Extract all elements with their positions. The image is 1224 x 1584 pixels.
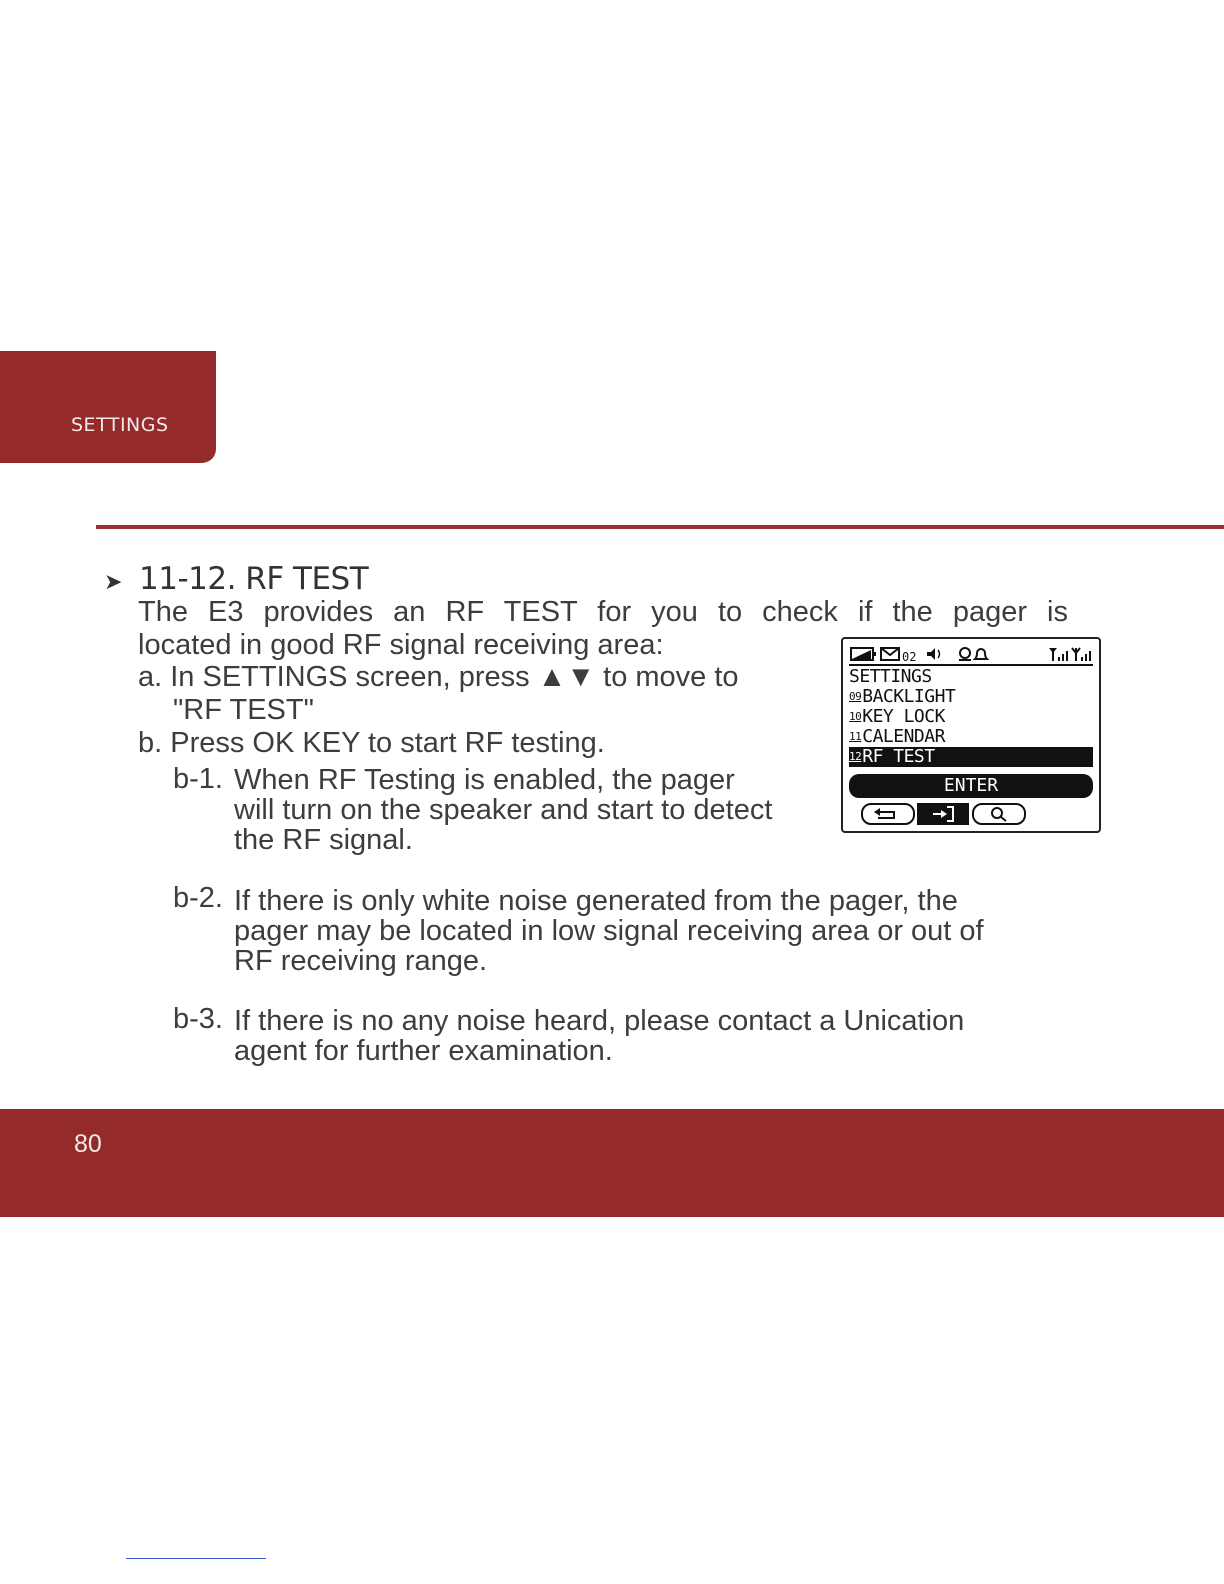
- step-a-line-2: "RF TEST": [173, 694, 314, 726]
- pager-status-bar: [849, 644, 1093, 666]
- pager-menu-item: $^{10}$KEY LOCK: [849, 706, 945, 727]
- antenna-icon: [1049, 648, 1068, 661]
- b3-label: b-3.: [173, 1003, 223, 1035]
- b3-line-2: agent for further examination.: [234, 1035, 613, 1067]
- pager-menu-item: $^{11}$CALENDAR: [849, 726, 945, 747]
- b2-line-3: RF receiving range.: [234, 945, 488, 977]
- battery-icon: [851, 648, 876, 660]
- enter-icon: [917, 803, 969, 825]
- b2-line-2: pager may be located in low signal receiving area or out of: [234, 915, 984, 947]
- search-icon: [973, 804, 1025, 824]
- step-a-line-1: a. In SETTINGS screen, press ▲▼ to move to: [138, 661, 739, 693]
- b1-line-1: When RF Testing is enabled, the pager: [234, 764, 735, 796]
- b3-line-1: If there is no any noise heard, please contact a Unication: [234, 1005, 965, 1037]
- header-rule: [96, 525, 1224, 529]
- pager-softkeys: [861, 802, 1081, 826]
- b2-label: b-2.: [173, 882, 223, 914]
- b2-line-1: If there is only white noise generated from the pager, the: [234, 885, 958, 917]
- section-tab-label: SETTINGS: [71, 414, 169, 436]
- pager-enter-bar: ENTER: [849, 774, 1093, 798]
- intro-line-1: The E3 provides an RF TEST for you to check if the pager is: [138, 596, 1068, 628]
- bell-icon: [975, 649, 987, 659]
- pager-menu-item: $^{09}$BACKLIGHT: [849, 686, 956, 707]
- b1-label: b-1.: [173, 763, 223, 795]
- back-icon: [862, 804, 914, 824]
- step-b: b. Press OK KEY to start RF testing.: [138, 727, 605, 759]
- pager-title: SETTINGS: [849, 666, 932, 687]
- speaker-icon: [927, 648, 940, 660]
- message-count: 02: [902, 650, 917, 664]
- bullet-arrow-icon: ➤: [104, 569, 123, 594]
- page-number: 80: [74, 1130, 102, 1158]
- signal-icon: [1072, 648, 1091, 661]
- b1-line-3: the RF signal.: [234, 824, 413, 856]
- bottom-underline: [126, 1558, 266, 1559]
- alarm-icon: [959, 648, 971, 660]
- intro-line-2: located in good RF signal receiving area:: [138, 629, 664, 661]
- footer-bar: [0, 1109, 1224, 1217]
- section-title: 11-12. RF TEST: [139, 561, 369, 597]
- b1-line-2: will turn on the speaker and start to detect: [234, 794, 773, 826]
- section-tab: [0, 351, 216, 463]
- envelope-icon: [881, 648, 899, 660]
- pager-screen: [841, 637, 1101, 833]
- pager-menu-item-selected: $^{12}$RF TEST: [849, 747, 1093, 767]
